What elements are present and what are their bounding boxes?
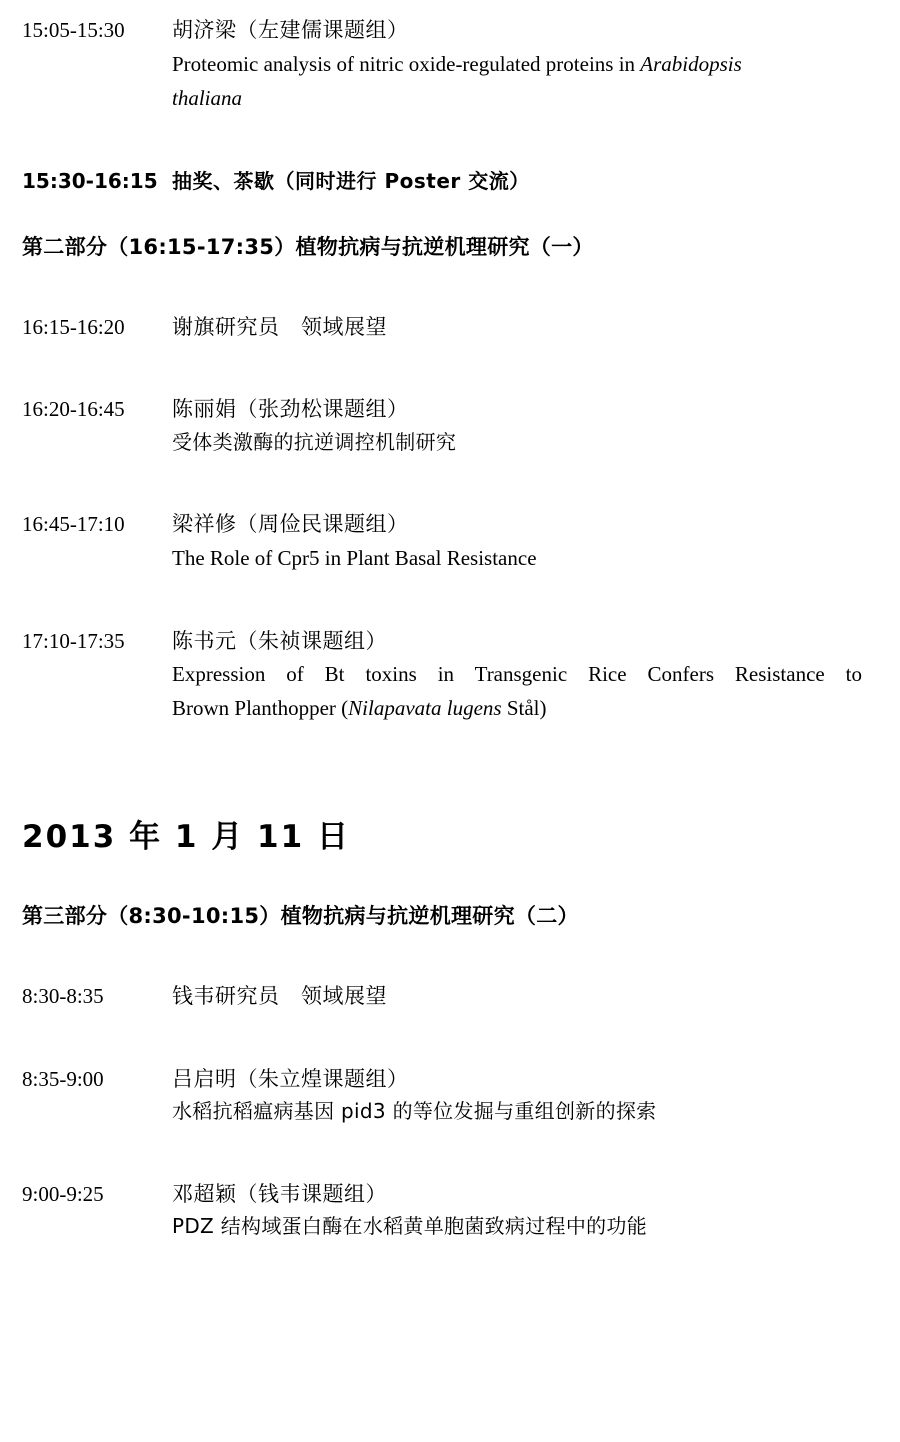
schedule-entry — [22, 1063, 870, 1128]
entry-speaker: 陈丽娟（张劲松课题组） — [172, 397, 409, 422]
title-text-part: Proteomic analysis of nitric oxide-regulated proteins in — [172, 51, 641, 76]
entry-time: 16:45-17:10 — [22, 512, 125, 537]
break-text: 抽奖、茶歇（同时进行 Poster 交流） — [172, 168, 530, 193]
entry-speaker: 陈书元（朱祯课题组） — [172, 628, 387, 653]
section-heading-three: 第三部分（8:30-10:15）植物抗病与抗逆机理研究（二） — [22, 904, 579, 929]
entry-time: 9:00-9:25 — [22, 1181, 104, 1206]
entry-title-cont — [172, 691, 870, 725]
entry-time: 16:15-16:20 — [22, 314, 125, 339]
entry-title — [172, 47, 870, 81]
break-time: 15:30-16:15 — [22, 168, 158, 193]
schedule-entry — [22, 625, 870, 726]
entry-text: 钱韦研究员 领域展望 — [172, 984, 387, 1009]
entry-time: 15:05-15:30 — [22, 18, 125, 42]
entry-speaker: 邓超颖（钱韦课题组） — [172, 1181, 387, 1206]
entry-header-line — [22, 14, 870, 47]
entry-speaker: 梁祥修（周俭民课题组） — [172, 512, 409, 537]
title-italic-part: Arabidopsis — [640, 51, 742, 76]
entry-title: PDZ 结构域蛋白酶在水稻黄单胞菌致病过程中的功能 — [172, 1214, 648, 1239]
schedule-entry — [22, 14, 870, 115]
entry-header-line — [22, 1178, 870, 1211]
title-italic-part: Nilapavata lugens — [348, 696, 502, 721]
section-heading-two: 第二部分（16:15-17:35）植物抗病与抗逆机理研究（一） — [22, 234, 594, 259]
title-text-part: Brown Planthopper ( — [172, 696, 349, 721]
entry-header-line — [22, 1063, 870, 1096]
entry-time: 17:10-17:35 — [22, 628, 125, 653]
entry-title — [172, 657, 870, 691]
entry-speaker: 胡济梁（左建儒课题组） — [172, 18, 409, 42]
entry-title: 受体类激酶的抗逆调控机制研究 — [172, 429, 457, 454]
entry-title: The Role of Cpr5 in Plant Basal Resistance — [172, 545, 537, 570]
title-italic-part-2: thaliana — [172, 85, 243, 110]
entry-time: 16:20-16:45 — [22, 397, 125, 422]
title-text-part-2: Stål) — [501, 696, 547, 721]
schedule-entry — [22, 393, 870, 458]
entry-speaker: 吕启明（朱立煌课题组） — [172, 1066, 409, 1091]
entry-title-cont — [172, 81, 870, 115]
schedule-entry-overview — [22, 311, 870, 344]
entry-text: 谢旗研究员 领域展望 — [172, 314, 387, 339]
break-row — [22, 165, 870, 197]
title-line-1: Expression of Bt toxins in Transgenic Rice Confers Resistance to — [172, 662, 862, 687]
schedule-entry-overview — [22, 980, 870, 1013]
entry-title: 水稻抗稻瘟病基因 pid3 的等位发掘与重组创新的探索 — [172, 1099, 657, 1124]
schedule-entry — [22, 508, 870, 575]
entry-header-line — [22, 625, 870, 658]
entry-header-line — [22, 393, 870, 426]
schedule-entry — [22, 1178, 870, 1243]
date-heading: 2013 年 1 月 11 日 — [22, 819, 350, 856]
entry-header-line — [22, 508, 870, 541]
entry-time: 8:35-9:00 — [22, 1066, 104, 1091]
entry-time: 8:30-8:35 — [22, 984, 104, 1009]
